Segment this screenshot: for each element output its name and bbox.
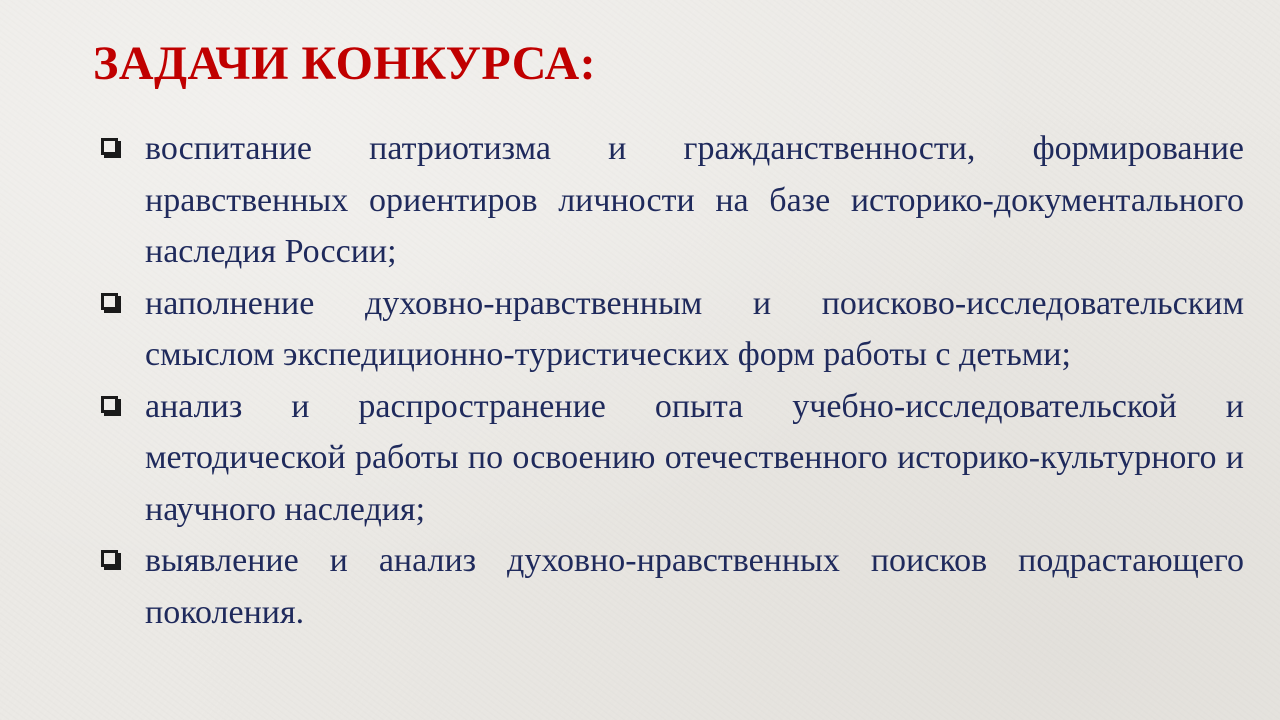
list-item: [98, 381, 1244, 536]
checkbox-square-icon: [101, 550, 118, 567]
list-item-text: наполнение духовно-нравственным и поисково-исследовательским смыслом экспедиционно-туристических форм работы с детьми;: [145, 284, 1244, 373]
slide-title: ЗАДАЧИ КОНКУРСА:: [93, 37, 597, 90]
checkbox-square-icon: [101, 396, 118, 413]
task-list: [98, 123, 1244, 638]
list-item: [98, 535, 1244, 638]
checkbox-square-icon: [101, 293, 118, 310]
checkbox-square-icon: [101, 138, 118, 155]
list-item: [98, 278, 1244, 381]
list-item-text: выявление и анализ духовно-нравственных поисков подрастающего поколения.: [145, 542, 1244, 631]
list-item: [98, 123, 1244, 278]
list-item-text: воспитание патриотизма и гражданственности, формирование нравственных ориентиров личности на базе историко-документального наследия России;: [145, 130, 1244, 270]
list-item-text: анализ и распространение опыта учебно-исследовательской и методической работы по освоению отечественного историко-культурного и научного наследия;: [145, 387, 1244, 528]
